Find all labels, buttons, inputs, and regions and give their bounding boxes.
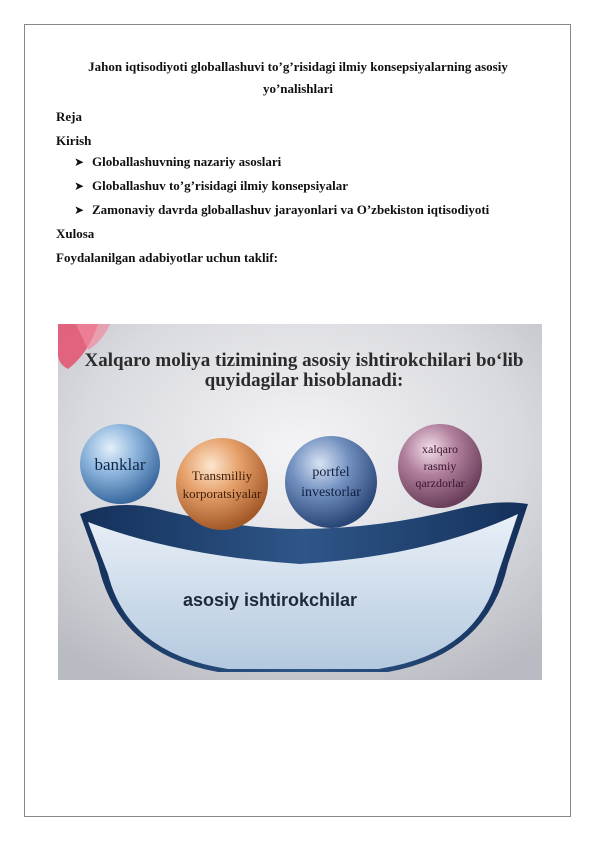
sphere-debtors-label2: rasmiy (423, 459, 457, 473)
document-title: Jahon iqtisodiyoti globallashuvi to’g’risidagi ilmiy konsepsiyalarning asosiy yo’nalishlari (88, 59, 508, 96)
references-heading: Foydalanilgan adabiyotlar uchun taklif: (56, 250, 278, 265)
arrow-bullet-icon: ➤ (74, 179, 85, 193)
sphere-investors-label2: investorlar (301, 485, 361, 500)
sphere-investors-label1: portfel (312, 465, 350, 480)
bowl-label: asosiy ishtirokchilar (182, 590, 358, 610)
sphere-debtors-label1: xalqaro (422, 442, 458, 456)
sphere-corporations-label2: korporatsiyalar (182, 486, 262, 501)
plan-item-1: Globallashuvning nazariy asoslari (92, 154, 282, 169)
arrow-bullet-icon: ➤ (74, 155, 85, 169)
sphere-corporations-label1: Transmilliy (191, 468, 253, 483)
sphere-banks-label: banklar (94, 455, 146, 474)
arrow-bullet-icon: ➤ (74, 203, 85, 217)
sphere-corporations (176, 438, 268, 530)
sphere-debtors-label3: qarzdorlar (415, 476, 465, 490)
plan-item-2: Globallashuv to’g’risidagi ilmiy konsepsiyalar (92, 178, 349, 193)
plan-heading: Reja (56, 109, 82, 124)
figure-heading-line1: Xalqaro moliya tizimining asosiy ishtirokchilari bo‘lib (84, 350, 524, 371)
conclusion-heading: Xulosa (56, 226, 95, 241)
plan-item-3: Zamonaviy davrda globallashuv jarayonlari va O’zbekiston iqtisodiyoti (92, 202, 490, 217)
figure-heading-line2: quyidagilar hisoblanadi: (204, 370, 404, 391)
participants-diagram (58, 324, 542, 680)
sphere-investors (285, 436, 377, 528)
intro-heading: Kirish (56, 133, 92, 148)
participants-figure (58, 324, 542, 680)
